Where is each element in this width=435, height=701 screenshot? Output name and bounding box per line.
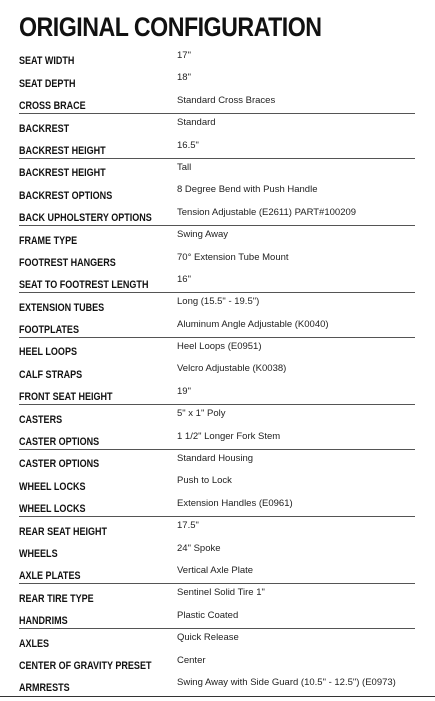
- config-value: 16": [177, 273, 191, 285]
- config-row: [0, 316, 435, 338]
- config-row: [0, 562, 435, 584]
- config-value: Swing Away: [177, 229, 229, 241]
- config-value: Standard: [177, 117, 216, 129]
- config-label: WHEEL LOCKS: [19, 480, 86, 493]
- config-label: BACKREST: [19, 122, 70, 135]
- config-label: BACKREST HEIGHT: [19, 144, 106, 157]
- config-value: Quick Release: [177, 632, 239, 644]
- config-label: FRAME TYPE: [19, 234, 78, 247]
- config-row: [0, 472, 435, 494]
- config-value: Sentinel Solid Tire 1": [177, 587, 265, 599]
- config-label: HANDRIMS: [19, 615, 68, 628]
- config-row: [0, 652, 435, 674]
- config-label: CROSS BRACE: [19, 100, 86, 113]
- config-value: Swing Away with Side Guard (10.5" - 12.5") (E0973): [177, 676, 396, 688]
- config-row: [0, 114, 435, 136]
- config-value: Tall: [177, 161, 192, 173]
- config-value: Aluminum Angle Adjustable (K0040): [177, 318, 329, 330]
- config-value: 70° Extension Tube Mount: [177, 251, 289, 263]
- config-value: Center: [177, 654, 206, 666]
- config-label: CASTERS: [19, 413, 63, 426]
- config-label: ARMRESTS: [19, 682, 70, 695]
- page-title: ORIGINAL CONFIGURATION: [19, 12, 322, 42]
- config-value: 24" Spoke: [177, 542, 221, 554]
- config-row: [0, 584, 435, 606]
- config-label: CALF STRAPS: [19, 368, 83, 381]
- config-label: CASTER OPTIONS: [19, 436, 100, 449]
- config-row: [0, 607, 435, 629]
- config-value: Extension Handles (E0961): [177, 497, 293, 509]
- config-row: [0, 293, 435, 315]
- config-row: [0, 226, 435, 248]
- config-row: [0, 159, 435, 181]
- config-label: SEAT DEPTH: [19, 77, 76, 90]
- config-row: [0, 69, 435, 91]
- config-label: BACKREST HEIGHT: [19, 167, 106, 180]
- config-row: [0, 137, 435, 159]
- config-value: Standard Cross Braces: [177, 94, 276, 106]
- config-value: Vertical Axle Plate: [177, 564, 254, 576]
- config-row: [0, 540, 435, 562]
- config-value: 19": [177, 385, 191, 397]
- config-value: Push to Lock: [177, 475, 232, 487]
- config-row: [0, 517, 435, 539]
- config-value: Long (15.5" - 19.5"): [177, 296, 260, 308]
- config-value: Heel Loops (E0951): [177, 341, 262, 353]
- config-label: AXLE PLATES: [19, 570, 81, 583]
- config-label: CASTER OPTIONS: [19, 458, 100, 471]
- config-value: Standard Housing: [177, 453, 254, 465]
- config-row: [0, 92, 435, 114]
- config-label: SEAT WIDTH: [19, 55, 75, 68]
- config-value: Tension Adjustable (E2611) PART#100209: [177, 206, 357, 218]
- config-row: [0, 360, 435, 382]
- config-row: [0, 338, 435, 360]
- config-value: 1 1/2" Longer Fork Stem: [177, 430, 281, 442]
- config-label: REAR SEAT HEIGHT: [19, 525, 108, 538]
- config-label: WHEEL LOCKS: [19, 503, 86, 516]
- config-value: 16.5": [177, 139, 199, 151]
- config-label: FRONT SEAT HEIGHT: [19, 391, 113, 404]
- config-label: EXTENSION TUBES: [19, 301, 105, 314]
- config-label: HEEL LOOPS: [19, 346, 77, 359]
- config-label: BACKREST OPTIONS: [19, 189, 113, 202]
- configuration-table: [0, 47, 435, 696]
- config-label: BACK UPHOLSTERY OPTIONS: [19, 212, 152, 225]
- config-value: Velcro Adjustable (K0038): [177, 363, 287, 375]
- config-row: [0, 181, 435, 203]
- config-label: FOOTREST HANGERS: [19, 256, 116, 269]
- config-label: AXLES: [19, 637, 50, 650]
- config-label: SEAT TO FOOTREST LENGTH: [19, 279, 149, 292]
- config-row: [0, 47, 435, 69]
- config-row: [0, 495, 435, 517]
- config-label: CENTER OF GRAVITY PRESET: [19, 659, 152, 672]
- config-row: [0, 674, 435, 696]
- config-row: [0, 428, 435, 450]
- config-value: Plastic Coated: [177, 609, 239, 621]
- config-row: [0, 249, 435, 271]
- config-row: [0, 450, 435, 472]
- config-value: 8 Degree Bend with Push Handle: [177, 184, 318, 196]
- bottom-divider: [0, 696, 435, 697]
- config-row: [0, 383, 435, 405]
- config-value: 17": [177, 50, 191, 61]
- config-row: [0, 271, 435, 293]
- config-label: WHEELS: [19, 547, 58, 560]
- config-value: 17.5": [177, 520, 199, 532]
- config-label: FOOTPLATES: [19, 324, 79, 337]
- config-value: 5" x 1" Poly: [177, 408, 226, 420]
- config-row: [0, 629, 435, 651]
- config-label: REAR TIRE TYPE: [19, 592, 94, 605]
- config-row: [0, 405, 435, 427]
- config-row: [0, 204, 435, 226]
- config-value: 18": [177, 72, 191, 84]
